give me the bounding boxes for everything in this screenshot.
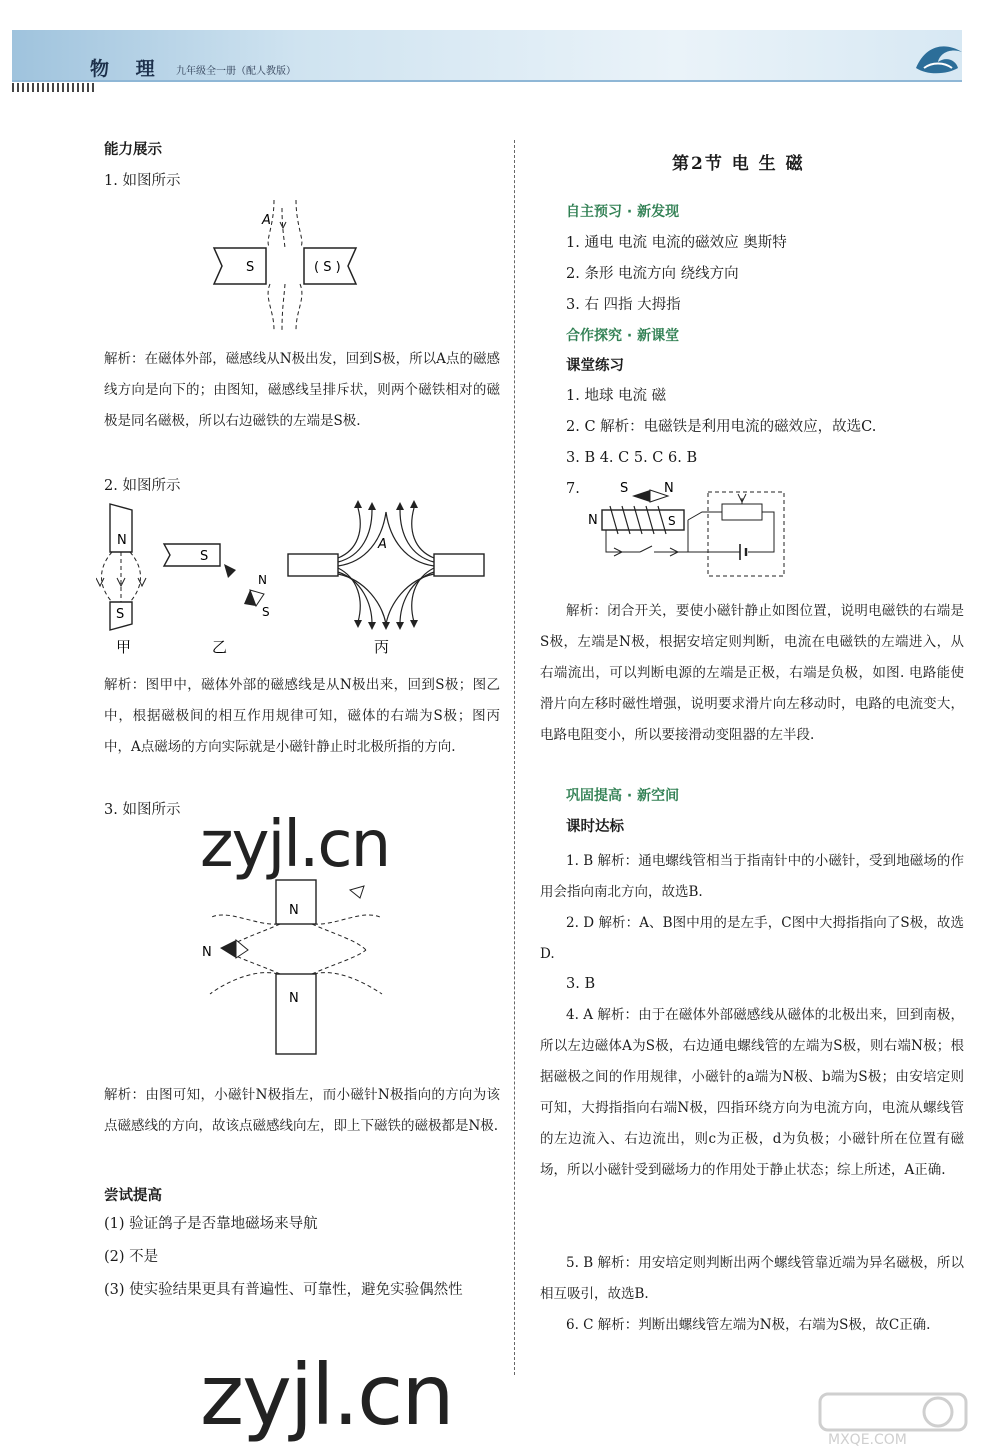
answer-2: 2. D 解析：A、B图中用的是左手，C图中大拇指指向了S极，故选D. bbox=[540, 915, 964, 962]
q2-bing-a-label: A bbox=[378, 537, 387, 552]
section-heading: 第2节 电 生 磁 bbox=[672, 154, 805, 174]
answer-4: 4. A 解析：由于在磁体外部磁感线从磁体的北极出来，回到南极，所以左边磁体A为S极，右边通电螺线管的左端为S极，则右端N极；根据磁极之间的作用规律，小磁针的a端为N极、b端为S极；由安培定则可知，大拇指指向右端N极，四指环绕方向为电流方向，电流从螺线管的左边流入、右边流出，则c为正极，d为负极；小磁针所在位置有磁场，所以小磁针受到磁场力的作用处于静止状态；综上所述，A正确. bbox=[540, 1007, 964, 1178]
q7-needle-s: S bbox=[620, 481, 629, 496]
watermark-zyjl-bottom: zyjl.cn bbox=[200, 1346, 453, 1444]
preview-item-1: 1. 通电 电流 电流的磁效应 奥斯特 bbox=[566, 235, 787, 251]
q3-bottom-n-label: N bbox=[289, 991, 299, 1006]
q3-needle-n-label: N bbox=[202, 945, 212, 960]
section-title-try: 尝试提高 bbox=[104, 1188, 162, 1204]
answer-logo-icon bbox=[818, 1392, 968, 1448]
class-item-2: 2. C 解析：电磁铁是利用电流的磁效应，故选C. bbox=[566, 419, 877, 435]
class-item-3: 3. B 4. C 5. C 6. B bbox=[566, 450, 698, 466]
header-subtitle: 九年级全一册（配人教版） bbox=[176, 66, 296, 77]
q3-label: 3. 如图所示 bbox=[104, 802, 181, 818]
preview-heading: 自主预习 · 新发现 bbox=[566, 204, 680, 220]
q2-yi-needle-n: N bbox=[258, 573, 267, 587]
header-ticks bbox=[12, 83, 94, 92]
q1-label: 1. 如图所示 bbox=[104, 173, 181, 189]
class-item-7: 7. bbox=[566, 481, 580, 497]
preview-item-3: 3. 右 四指 大拇指 bbox=[566, 297, 681, 313]
q2-jia-n-label: N bbox=[117, 533, 127, 548]
q7-coil-s: S bbox=[668, 514, 676, 528]
try-item-2: (2) 不是 bbox=[104, 1249, 159, 1265]
consolidate-heading: 巩固提高 · 新空间 bbox=[566, 788, 680, 804]
q2-yi-needle-s: S bbox=[262, 605, 270, 619]
watermark-zyjl-top: zyjl.cn bbox=[200, 808, 390, 882]
q2-yi-s-label: S bbox=[200, 549, 209, 564]
q2-caption-yi: 乙 bbox=[212, 638, 228, 656]
q3-analysis: 解析：由图可知，小磁针N极指左，而小磁针N极指向的方向为该点磁感线的方向，故该点磁感线向左，即上下磁铁的磁极都是N极. bbox=[104, 1087, 500, 1134]
q7-needle-n: N bbox=[664, 481, 674, 496]
answer-1: 1. B 解析：通电螺线管相当于指南针中的小磁针，受到地磁场的作用会指向南北方向，故选B. bbox=[540, 853, 964, 900]
coop-heading: 合作探究 · 新课堂 bbox=[566, 328, 680, 344]
q2-caption-bing: 丙 bbox=[374, 638, 390, 656]
q1-s-label: S bbox=[246, 260, 255, 275]
page-header bbox=[12, 30, 962, 94]
q2-jia-s-label: S bbox=[116, 607, 125, 622]
watermark-mxqe bbox=[818, 1392, 968, 1448]
preview-item-2: 2. 条形 电流方向 绕线方向 bbox=[566, 266, 739, 282]
answer-6: 6. C 解析：判断出螺线管左端为N极，右端为S极，故C正确. bbox=[566, 1317, 931, 1333]
header-subject: 物 理 bbox=[90, 58, 165, 80]
try-item-3: (3) 使实验结果更具有普遍性、可靠性，避免实验偶然性 bbox=[104, 1282, 463, 1298]
column-divider bbox=[514, 140, 515, 1375]
q1-analysis: 解析：在磁体外部，磁感线从N极出发，回到S极，所以A点的磁感线方向是向下的；由图知，磁感线呈排斥状，则两个磁铁相对的磁极是同名磁极，所以右边磁铁的左端是S极. bbox=[104, 351, 500, 429]
q3-figure bbox=[196, 878, 392, 1058]
q2-analysis: 解析：图甲中，磁体外部的磁感线是从N极出来，回到S极；图乙中，根据磁极间的相互作用规律可知，磁体的右端为S极；图丙中，A点磁场的方向实际就是小磁针静止时北极所指的方向. bbox=[104, 677, 500, 755]
header-line bbox=[12, 80, 962, 82]
q7-circuit-figure bbox=[584, 476, 792, 580]
section-title-ability: 能力展示 bbox=[104, 142, 162, 158]
answer-5: 5. B 解析：用安培定则判断出两个螺线管靠近端为异名磁极，所以相互吸引，故选B. bbox=[540, 1255, 964, 1302]
class-item-1: 1. 地球 电流 磁 bbox=[566, 388, 667, 404]
q3-top-n-label: N bbox=[289, 903, 299, 918]
answer-3: 3. B bbox=[566, 976, 596, 992]
watermark-mxqe-text: MXQE.COM bbox=[828, 1432, 907, 1448]
q2-label: 2. 如图所示 bbox=[104, 478, 181, 494]
q2-caption-jia: 甲 bbox=[116, 638, 132, 656]
lesson-target-heading: 课时达标 bbox=[566, 819, 624, 835]
q1-figure bbox=[210, 198, 370, 333]
try-item-1: (1) 验证鸽子是否靠地磁场来导航 bbox=[104, 1216, 318, 1232]
q1-s2-label: ( S ) bbox=[314, 260, 341, 275]
class-practice-heading: 课堂练习 bbox=[566, 358, 624, 374]
q2-figure bbox=[96, 500, 496, 660]
q7-coil-n: N bbox=[588, 513, 598, 528]
q7-analysis: 解析：闭合开关，要使小磁针静止如图位置，说明电磁铁的右端是S极，左端是N极，根据安培定则判断，电流在电磁铁的左端进入，从右端流出，可以判断电源的左端是正极，右端是负极，如图. 电路能使滑片向左移时磁性增强，说明要求滑片向左移动时，电路的电流变大，电路电阻变小，所以要接滑动变阻器的左半段. bbox=[540, 603, 964, 743]
wave-decoration-icon bbox=[912, 34, 968, 80]
q1-a-label: A bbox=[262, 213, 271, 228]
